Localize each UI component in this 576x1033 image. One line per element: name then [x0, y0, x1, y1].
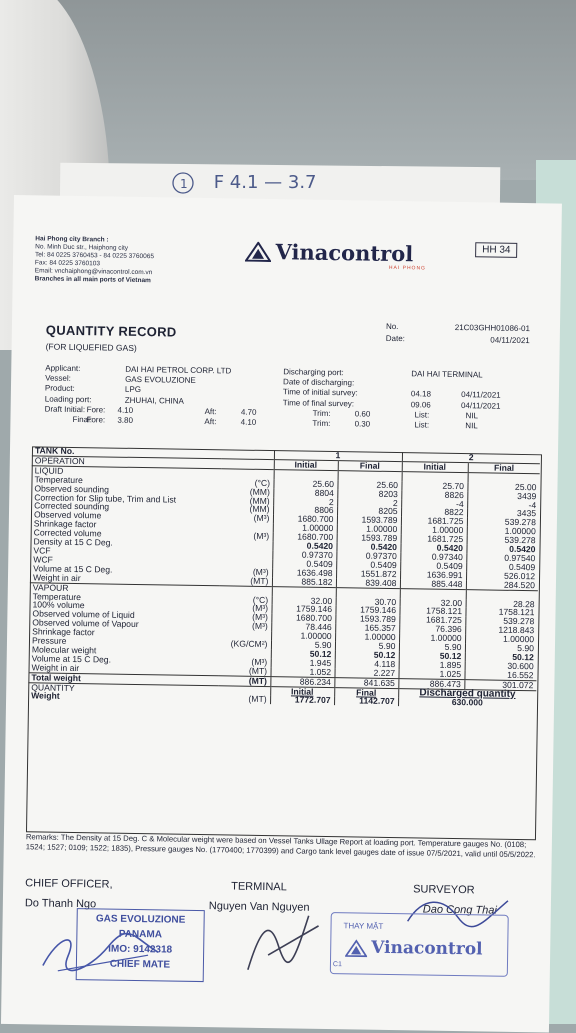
liquid-row-cell: 1.00000 — [467, 526, 539, 536]
address-line: Hai Phong city Branch : — [35, 235, 109, 244]
vapour-row-label: Observed volume of Vapour — [32, 617, 139, 630]
discharging-port-value: DAI HAI TERMINAL — [411, 369, 483, 380]
vapour-row-cell: 2.227 — [334, 668, 398, 678]
triangle-logo-icon — [345, 939, 367, 957]
trim-initial: 0.60 — [354, 409, 371, 419]
liquid-row-cell: 1.00000 — [337, 524, 401, 534]
operation-label: OPERATION — [32, 456, 222, 469]
vapour-row-cell: 5.90 — [399, 642, 465, 652]
vapour-row-unit: (°C) — [252, 594, 269, 605]
vapour-row-cell: 5.90 — [335, 641, 399, 651]
liquid-row-cell: 8804 — [273, 488, 337, 498]
list-initial: NIL — [465, 411, 479, 421]
vapour-row-cell: 5.90 — [465, 643, 537, 653]
triangle-logo-icon — [245, 241, 271, 261]
vapour-row-cell: 30.70 — [336, 597, 400, 607]
liquid-row-cell: 0.97370 — [336, 551, 400, 561]
remarks: Remarks: The Density at 15 Deg. C & Molecular weight were based on Vessel Tanks Ullage Report at loading port. Temperature gauges No. (0108; 1524; 1527; 0109; 1522; 1835), Pressure gauges No. (1770400; 1770399) and Cargo tank level gauges date of issue 07/5/2021, valid until 05/5/2022. — [25, 832, 536, 860]
record-labels — [386, 321, 405, 345]
draft-fore — [86, 405, 133, 426]
discharging-port-label: Discharging port: — [283, 367, 344, 378]
liquid-row-cell: 0.97540 — [466, 553, 538, 563]
draft-aft — [204, 407, 256, 428]
date-value: 04/11/2021 — [490, 335, 530, 346]
applicant-value: DAI HAI PETROL CORP. LTD — [125, 364, 232, 376]
fore-initial: 4.10 — [117, 405, 134, 415]
tank-no-label: TANK No. — [34, 445, 75, 456]
liquid-row-label: WCF — [33, 554, 53, 565]
liquid-row-cell: 8826 — [401, 490, 467, 500]
discharged-quantity-header: Discharged quantity — [398, 688, 536, 700]
chief-officer-name: Do Thanh Ngo — [24, 897, 97, 911]
quantity-final-header: Final — [334, 687, 398, 697]
address-line: Tel: 84 0225 3760453 - 84 0225 3760065 — [35, 251, 155, 261]
vapour-row-unit: (M³) — [252, 612, 268, 623]
weight-unit: (MT) — [248, 694, 267, 705]
liquid-row-cell: 25.70 — [401, 481, 467, 491]
liquid-row-cell: 885.182 — [272, 577, 336, 587]
vapour-row-cell: 1.945 — [271, 658, 335, 668]
liquid-row-cell: 8822 — [401, 508, 467, 518]
aft-final: 4.10 — [240, 417, 257, 428]
handnote-text: F 4.1 — 3.7 — [213, 172, 317, 193]
vapour-row-cell: 50.12 — [335, 650, 399, 660]
tank-1-initial-header: Initial — [274, 460, 338, 471]
liquid-label: LIQUID — [32, 466, 222, 478]
terminal-label: TERMINAL — [231, 880, 287, 894]
vapour-row-cell: 1593.789 — [335, 614, 399, 624]
liquid-row-cell: 25.60 — [337, 480, 401, 490]
vapour-row-cell: 5.90 — [271, 640, 335, 650]
liquid-row-cell: 1636.498 — [272, 568, 336, 578]
product-value: LPG — [124, 385, 142, 395]
liquid-row-cell: 0.5420 — [400, 543, 466, 553]
liquid-row-cell: 0.5409 — [466, 562, 538, 572]
vapour-label: VAPOUR — [30, 582, 220, 594]
vapour-row-unit: (M³) — [251, 621, 268, 632]
vapour-row-unit: (KG/CM²) — [230, 638, 268, 650]
liquid-row-label: Observed volume — [33, 509, 102, 521]
liquid-row-cell: 0.5420 — [272, 541, 336, 551]
list-final: NIL — [465, 421, 478, 431]
chief-officer-label: CHIEF OFFICER, — [25, 877, 113, 891]
vapour-row-cell: 1.00000 — [465, 634, 537, 644]
vapour-row-cell: 1.895 — [399, 660, 465, 670]
liquid-row-cell: 885.448 — [400, 579, 466, 589]
vapour-row-cell: 50.12 — [465, 652, 537, 662]
vapour-row-cell: 32.00 — [272, 596, 336, 606]
vapour-row-label: Temperature — [32, 590, 82, 602]
tank-1-final-header: Final — [338, 461, 402, 472]
quantity-label: QUANTITY — [28, 682, 218, 694]
liquid-rows — [30, 475, 540, 590]
liquid-row-label: Corrected sounding — [34, 500, 110, 512]
vapour-row-label: 100% volume — [32, 599, 85, 611]
vapour-row-cell: 50.12 — [271, 649, 335, 659]
product-label: Product: — [44, 383, 75, 394]
liquid-row-cell: 25.60 — [273, 479, 337, 489]
final-survey-label: Time of final survey: — [282, 397, 355, 408]
vapour-row-cell: 1.052 — [270, 667, 334, 677]
page-subtitle: (FOR LIQUEFIED GAS) — [45, 341, 137, 353]
liquid-row-unit: (M³) — [253, 530, 270, 542]
liquid-row-label: Correction for Slip tube, Trim and List — [34, 491, 177, 505]
ship-stamp-line: CHIEF MATE — [109, 958, 171, 971]
liquid-row-label: Volume at 15 C Deg. — [33, 563, 113, 575]
liquid-row-unit: (°C) — [254, 477, 271, 488]
liquid-row-unit: (MM) — [249, 495, 270, 506]
handnote-circle-number: 1 — [180, 177, 188, 191]
surveyor-stamp-code: C1 — [332, 961, 342, 969]
quantity-initial-value: 1772.707 — [270, 696, 334, 706]
vapour-row-label: Volume at 15 C Deg. — [31, 653, 112, 665]
vapour-row-cell: 16.552 — [464, 670, 536, 681]
address-line: Email: vnchaiphong@vinacontrol.com.vn — [34, 267, 153, 277]
trim-label: Trim: — [312, 418, 331, 429]
liquid-row-cell: 2 — [273, 497, 337, 507]
liquid-row-cell: 1593.789 — [337, 533, 401, 543]
final-survey-date: 04/11/2021 — [460, 400, 501, 411]
trim-final: 0.30 — [354, 419, 371, 429]
liquid-row-cell: 526.012 — [466, 571, 538, 581]
vapour-row-cell: 28.28 — [466, 599, 538, 609]
info-values-right — [411, 369, 501, 411]
quantity-final-value: 1142.707 — [334, 697, 398, 707]
vapour-row-unit: (MT) — [248, 665, 268, 676]
liquid-row-unit: (M³) — [253, 513, 270, 524]
vapour-row-cell: 1759.146 — [335, 606, 399, 616]
surveyor-label: SURVEYOR — [413, 883, 475, 897]
initial-survey-date: 04/11/2021 — [461, 390, 501, 401]
liquid-row-cell: 0.97370 — [272, 550, 336, 560]
liquid-row-cell: 1593.789 — [337, 515, 401, 525]
date-discharging-label: Date of discharging: — [283, 377, 355, 388]
vapour-row-cell: 50.12 — [399, 651, 465, 661]
liquid-row-cell: 1.00000 — [401, 525, 467, 535]
liquid-row-cell: 0.5409 — [400, 561, 466, 571]
weight-label: Weight — [31, 690, 60, 702]
address-line: No. Minh Duc str., Haiphong city — [35, 243, 129, 252]
date-label: Date: — [385, 333, 405, 344]
vapour-row-label: Molecular weight — [31, 644, 97, 656]
liquid-row-label: Density at 15 C Deg. — [33, 536, 113, 548]
liquid-row-cell: 0.5420 — [466, 544, 538, 554]
info-values-left — [125, 365, 232, 407]
trim-label: Trim: — [312, 408, 331, 418]
liquid-row-cell: 1680.700 — [273, 532, 337, 542]
vapour-row-cell: 1218.843 — [465, 625, 537, 635]
fore-label: Fore: — [86, 415, 106, 425]
discharged-quantity-value: 630.000 — [398, 698, 536, 709]
liquid-row-cell: 25.00 — [467, 482, 539, 492]
liquid-row-label: Weight in air — [32, 572, 81, 583]
surveyor-stamp-prefix: THAY MẶT — [343, 921, 384, 931]
liquid-row-cell: 0.5420 — [336, 542, 400, 552]
tank-2-initial-header: Initial — [402, 462, 468, 473]
surveyor-stamp-brand: Vinacontrol — [371, 937, 483, 960]
vapour-rows — [29, 592, 538, 681]
form-code: HH 34 — [475, 242, 518, 258]
list-block — [414, 410, 478, 431]
vapour-row-label: Shrinkage factor — [32, 626, 95, 638]
handwritten-note — [170, 170, 317, 196]
draft-initial-label: Draft Initial: — [44, 404, 86, 414]
liquid-row-cell: 0.97340 — [400, 552, 466, 562]
liquid-row-unit: (M³) — [252, 566, 269, 577]
liquid-row-cell: 839.408 — [336, 578, 400, 588]
list-label: List: — [414, 420, 430, 430]
no-label: No. — [385, 321, 399, 332]
aft-initial: 4.70 — [240, 407, 257, 417]
vapour-row-unit: (M³) — [251, 656, 268, 667]
vapour-row-cell: 4.118 — [335, 659, 399, 669]
vapour-row-label: Observed volume of Liquid — [32, 608, 135, 621]
branch-address — [35, 235, 236, 286]
liquid-row-label: Temperature — [34, 474, 83, 485]
fore-label: Fore: — [86, 405, 106, 415]
terminal-signature — [238, 905, 329, 976]
liquid-row-cell: 2 — [337, 498, 401, 508]
aft-label: Aft: — [204, 407, 217, 417]
ship-stamp-line: PANAMA — [118, 928, 163, 941]
liquid-row-cell: -4 — [467, 500, 539, 510]
liquid-row-label: VCF — [33, 545, 51, 556]
vapour-row-cell: 1.00000 — [335, 632, 399, 642]
total-weight-cell: 841.635 — [334, 677, 398, 688]
liquid-row-unit: (MT) — [250, 575, 269, 586]
liquid-row-unit: (MM) — [249, 504, 270, 515]
initial-survey-label: Time of initial survey: — [282, 387, 358, 398]
tank-2-final-header: Final — [468, 463, 540, 474]
tank-1-header: 1 — [274, 450, 402, 461]
vapour-row-cell: 76.396 — [399, 624, 465, 634]
chief-officer-signature — [38, 925, 179, 977]
liquid-row-cell: 539.278 — [467, 535, 539, 545]
aft-label: Aft: — [204, 417, 217, 427]
total-weight-unit: (MT) — [218, 675, 270, 686]
liquid-row-unit: (MM) — [249, 486, 270, 497]
fore-final: 3.80 — [117, 415, 134, 426]
logo-subtext: HAI PHONG — [388, 264, 427, 272]
liquid-row-cell: 1.00000 — [273, 523, 337, 533]
liquid-row-cell: 8203 — [337, 489, 401, 499]
vessel-label: Vessel: — [45, 373, 71, 384]
liquid-row-cell: 539.278 — [467, 517, 539, 527]
vessel-value: GAS EVOLUZIONE — [125, 374, 196, 386]
liquid-row-cell: 1551.872 — [336, 569, 400, 579]
vapour-row-cell: 1758.121 — [399, 607, 465, 617]
vapour-row-cell: 165.357 — [335, 623, 399, 633]
liquid-row-label: Corrected volume — [33, 527, 102, 539]
terminal-name: Nguyen Van Nguyen — [208, 900, 310, 914]
liquid-row-cell: 3435 — [467, 509, 539, 519]
total-weight-cell: 886.473 — [398, 678, 464, 689]
ship-stamp-line: GAS EVOLUZIONE — [95, 913, 186, 926]
info-labels-right — [283, 367, 358, 409]
vapour-row-cell: 32.00 — [400, 598, 466, 608]
no-value: 21C03GHH01086-01 — [454, 322, 531, 334]
trim-block — [312, 409, 370, 430]
quantity-record-sheet — [1, 195, 562, 1033]
liquid-row-label: Shrinkage factor — [33, 518, 97, 530]
vapour-row-cell: 78.446 — [271, 622, 335, 632]
liquid-row-cell: -4 — [401, 499, 467, 509]
page-title: QUANTITY RECORD — [45, 322, 177, 340]
liquid-row-cell: 8205 — [337, 507, 401, 517]
list-label: List: — [414, 410, 430, 420]
liquid-row-cell: 0.5409 — [272, 559, 336, 569]
liquid-row-cell: 3439 — [467, 491, 539, 501]
vinacontrol-logo — [245, 239, 445, 272]
initial-survey-time: 04.18 — [410, 389, 432, 399]
liquid-row-cell: 284.520 — [466, 580, 538, 591]
vapour-row-cell: 539.278 — [465, 616, 537, 626]
total-weight-cell: 301.072 — [464, 679, 536, 690]
tank-2-header: 2 — [402, 452, 540, 464]
vapour-row-cell: 1680.700 — [271, 613, 335, 623]
record-values — [428, 322, 530, 348]
draft-final-label: Final: — [72, 414, 93, 425]
address-line: Fax: 84 0225 3760103 — [34, 259, 101, 268]
liquid-row-cell: 0.5409 — [336, 560, 400, 570]
vapour-row-cell: 1681.725 — [399, 615, 465, 625]
vapour-row-label: Pressure — [31, 635, 67, 646]
liquid-row-cell: 1636.991 — [400, 570, 466, 580]
logo-text: Vinacontrol — [275, 239, 414, 267]
vapour-row-cell: 1759.146 — [271, 605, 335, 615]
quantity-table — [28, 446, 540, 708]
liquid-row-cell: 1680.700 — [273, 514, 337, 524]
vapour-row-label: Weight in air — [31, 662, 80, 673]
ship-stamp-line: IMO: 9142318 — [108, 943, 173, 956]
surveyor-name: Dao Cong Thai — [422, 903, 497, 917]
loading-port-value: ZHUHAI, CHINA — [124, 395, 184, 406]
total-weight-cell: 886.234 — [270, 676, 334, 687]
vapour-row-cell: 1758.121 — [465, 608, 537, 618]
final-survey-time: 09.06 — [410, 399, 431, 410]
liquid-row-label: Observed sounding — [34, 482, 110, 495]
liquid-row-cell: 8806 — [273, 506, 337, 516]
vapour-row-cell: 1.00000 — [271, 631, 335, 641]
quantity-initial-header: Initial — [270, 686, 334, 696]
vapour-row-unit: (M³) — [252, 603, 269, 614]
total-weight-label: Total weight — [28, 672, 218, 685]
vapour-row-cell: 1.025 — [398, 669, 464, 679]
surveyor-stamp — [330, 912, 509, 977]
address-line: Branches in all main ports of Vietnam — [34, 275, 151, 285]
vapour-row-cell: 1.00000 — [399, 633, 465, 643]
liquid-row-cell: 1681.725 — [401, 534, 467, 544]
loading-port-label: Loading port: — [44, 394, 92, 404]
vapour-row-cell: 30.600 — [465, 661, 537, 671]
liquid-row-cell: 1681.725 — [401, 516, 467, 526]
applicant-label: Applicant: — [45, 363, 81, 374]
circle-icon — [170, 170, 196, 196]
